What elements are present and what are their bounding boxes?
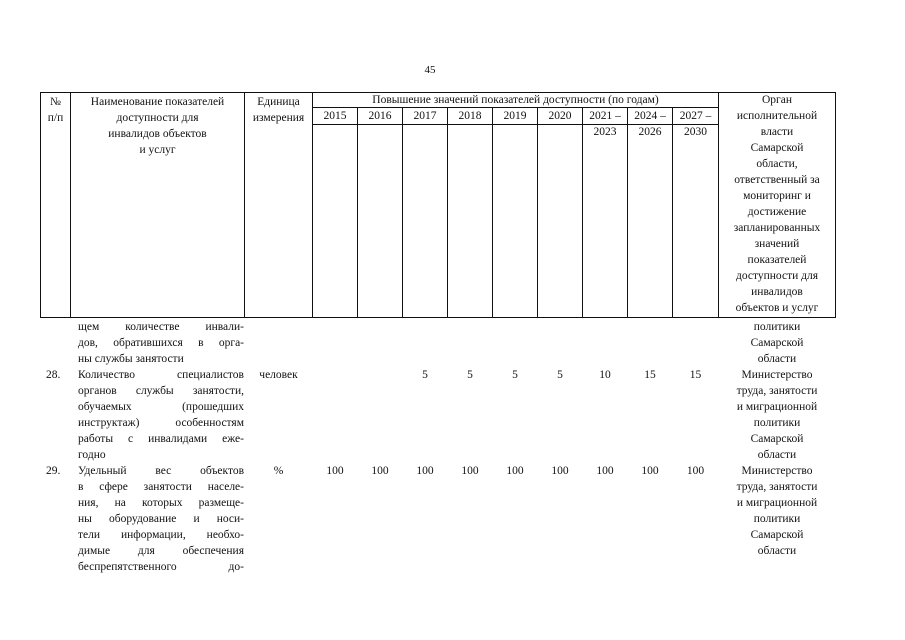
- organ-line: Самарской: [750, 433, 804, 445]
- organ-line: Самарской: [750, 529, 804, 541]
- header-organ-line: показателей: [747, 254, 807, 266]
- header-organ-line: власти: [760, 126, 794, 138]
- header-organ-line: достижение: [747, 206, 807, 218]
- header-organ-line: ответственный за: [734, 174, 820, 186]
- header-col-organ: [719, 92, 835, 316]
- name-line: работы с инвалидами еже-: [78, 433, 244, 445]
- year-label: 2020: [548, 110, 572, 122]
- header-col-name: [71, 94, 244, 158]
- year-label: 2019: [503, 110, 527, 122]
- organ-line: и миграционной: [736, 401, 818, 413]
- year-label: 2016: [368, 110, 392, 122]
- year-label: 2023: [593, 126, 617, 138]
- name-line: ны оборудование и носи-: [78, 513, 244, 525]
- name-line: ны службы занятости: [78, 353, 184, 365]
- name-line: дов, обратившихся в орга-: [78, 337, 244, 349]
- year-label: 2021 –: [589, 110, 621, 122]
- header-organ-line: значений: [754, 238, 800, 250]
- row-29-val-2016: 100: [371, 465, 389, 477]
- name-line: щем количестве инвали-: [78, 321, 244, 333]
- organ-line: области: [757, 353, 797, 365]
- row-29-name: [78, 463, 244, 575]
- header-organ-line: области,: [756, 158, 798, 170]
- header-no-line: №: [50, 96, 61, 108]
- row-29-no: 29.: [46, 465, 61, 477]
- border-year-4: [492, 107, 493, 318]
- year-label: 2030: [684, 126, 707, 138]
- border-right: [835, 92, 836, 318]
- name-line: инструктаж) особенностям: [78, 417, 244, 429]
- header-no-line: п/п: [47, 112, 64, 124]
- organ-line: и миграционной: [736, 497, 818, 509]
- year-label: 2026: [638, 126, 662, 138]
- organ-line: Министерство: [741, 369, 813, 381]
- row-28-val-2018: 5: [467, 369, 473, 381]
- name-line: димые для обеспечения: [78, 545, 244, 557]
- page-number: 45: [424, 64, 436, 76]
- row-28-val-2017: 5: [422, 369, 428, 381]
- row-28-organ: [719, 367, 835, 463]
- border-unit-years: [312, 92, 313, 318]
- header-year-2027-2030: [673, 108, 718, 140]
- header-organ-line: мониторинг и: [743, 190, 811, 202]
- year-label: 2027 –: [679, 110, 712, 122]
- continuation-organ: [719, 319, 835, 367]
- header-year-2024-2026: [628, 108, 672, 140]
- name-line: тели информации, необхо-: [78, 529, 244, 541]
- header-year-2016: [358, 108, 402, 124]
- header-organ-line: доступности для: [736, 270, 818, 282]
- row-29-val-2020: 100: [551, 465, 569, 477]
- year-label: 2018: [458, 110, 482, 122]
- header-year-2021-2023: [583, 108, 627, 140]
- header-unit-line: измерения: [252, 112, 305, 124]
- row-29-val-2024-2026: 100: [641, 465, 659, 477]
- organ-line: области: [757, 545, 797, 557]
- header-year-2015: [313, 108, 357, 124]
- border-year-2: [402, 107, 403, 318]
- row-29-val-2015: 100: [326, 465, 344, 477]
- header-name-line: инвалидов объектов: [108, 128, 207, 140]
- header-name-line: доступности для: [116, 112, 199, 124]
- name-line: органов службы занятости,: [78, 385, 244, 397]
- row-28-val-2024-2026: 15: [644, 369, 656, 381]
- header-year-2017: [403, 108, 447, 124]
- header-name-line: Наименование показателей: [90, 96, 225, 108]
- row-29-unit: %: [273, 465, 284, 477]
- name-line: беспрепятственного до-: [78, 561, 244, 573]
- year-label: 2024 –: [634, 110, 666, 122]
- header-organ-line: запланированных: [733, 222, 821, 234]
- continuation-name: [78, 319, 244, 367]
- name-line: в сфере занятости населе-: [78, 481, 244, 493]
- organ-line: Министерство: [741, 465, 813, 477]
- organ-line: труда, занятости: [736, 481, 818, 493]
- header-year-2019: [493, 108, 537, 124]
- name-line: обучаемых (прошедших: [78, 401, 244, 413]
- header-col-increase: Повышение значений показателей доступности (по годам): [372, 94, 659, 106]
- row-29-val-2019: 100: [506, 465, 524, 477]
- name-line: Количество специалистов: [78, 369, 244, 381]
- row-29-val-2017: 100: [416, 465, 434, 477]
- header-year-2018: [448, 108, 492, 124]
- organ-line: труда, занятости: [736, 385, 818, 397]
- border-year-3: [447, 107, 448, 318]
- row-28-val-2019: 5: [512, 369, 518, 381]
- name-line: Удельный вес объектов: [78, 465, 244, 477]
- name-line: ния, на которых размеще-: [78, 497, 244, 509]
- border-year-1: [357, 107, 358, 318]
- header-col-unit: [245, 94, 312, 126]
- organ-line: политики: [753, 417, 801, 429]
- year-label: 2017: [413, 110, 437, 122]
- header-name-line: и услуг: [139, 144, 176, 156]
- row-28-name: [78, 367, 244, 463]
- header-organ-line: Самарской: [750, 142, 804, 154]
- organ-line: области: [757, 449, 797, 461]
- name-line: годно: [78, 449, 106, 461]
- row-29-val-2018: 100: [461, 465, 479, 477]
- table-header-bottom: [40, 317, 835, 318]
- organ-line: Самарской: [750, 337, 804, 349]
- row-28-val-2021-2023: 10: [599, 369, 611, 381]
- border-year-5: [537, 107, 538, 318]
- header-organ-line: исполнительной: [736, 110, 818, 122]
- organ-line: политики: [753, 513, 801, 525]
- header-col-no: [41, 94, 70, 126]
- row-28-val-2027-2030: 15: [689, 369, 702, 381]
- header-organ-line: Орган: [761, 94, 793, 106]
- row-28-unit: человек: [259, 369, 298, 381]
- header-organ-line: инвалидов: [751, 286, 803, 298]
- organ-line: политики: [753, 321, 801, 333]
- row-29-val-2021-2023: 100: [596, 465, 614, 477]
- year-label: 2015: [323, 110, 347, 122]
- row-29-organ: [719, 463, 835, 559]
- row-28-no: 28.: [46, 369, 61, 381]
- row-28-val-2020: 5: [557, 369, 563, 381]
- header-organ-line: объектов и услуг: [735, 302, 819, 314]
- row-29-val-2027-2030: 100: [686, 465, 705, 477]
- header-unit-line: Единица: [257, 96, 300, 108]
- header-year-2020: [538, 108, 582, 124]
